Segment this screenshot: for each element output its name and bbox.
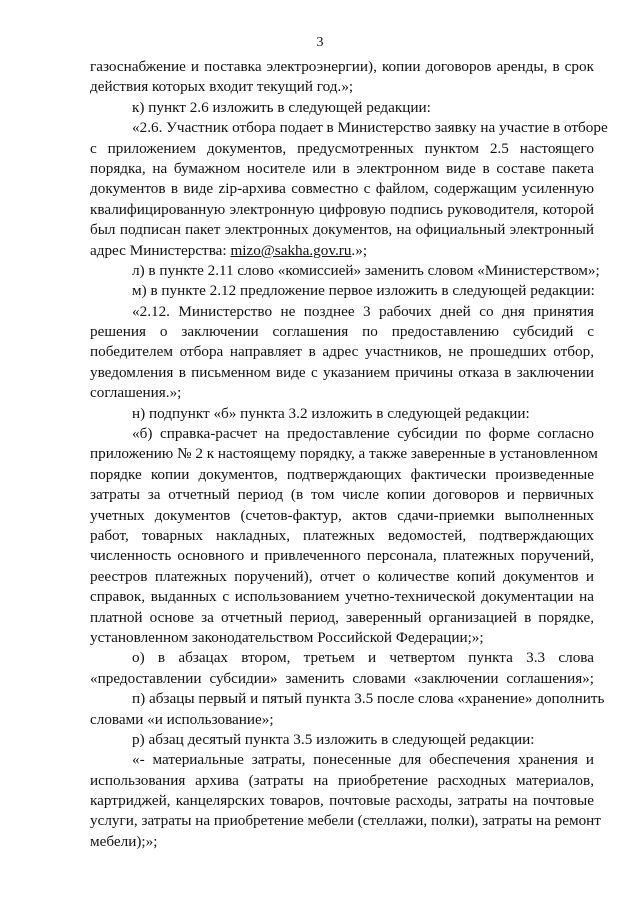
text-line-content: м) в пункте 2.12 предложение первое изложить в следующей редакции:	[132, 282, 595, 300]
text-line	[90, 771, 594, 791]
text-line-content: словами «и использование»;	[90, 710, 274, 728]
text-line	[90, 98, 594, 118]
text-line	[90, 465, 594, 485]
page-number: 3	[316, 35, 324, 50]
text-line-content: р) абзац десятый пункта 3.5 изложить в следующей редакции:	[132, 730, 535, 748]
text-line-content: газоснабжение и поставка электроэнергии), копии договоров аренды, в срок	[90, 58, 594, 75]
text-line	[90, 730, 594, 750]
text-line-content: мебели);»;	[90, 832, 158, 850]
text-line	[90, 220, 594, 240]
text-line-content: о) в абзацах втором, третьем и четвертом пункта 3.3 слова	[132, 649, 594, 667]
text-line	[90, 139, 594, 159]
text-line	[90, 546, 594, 566]
text-line-content: документов в виде zip-архива совместно с файлом, содержащим усиленную	[90, 180, 594, 198]
text-line-content: «б) справка-расчет на предоставление субсидии по форме согласно	[132, 425, 594, 443]
text-line-content: установленном законодательством Российской Федерации;»;	[90, 628, 484, 646]
text-line-content: квалифицированную электронную цифровую подпись руководителя, которой	[90, 200, 594, 218]
text-line	[90, 383, 594, 403]
text-line-content: численность основного и привлеченного персонала, платежных поручений,	[90, 547, 594, 565]
text-line-content: справок, выданных с использованием учетно-технической документации на	[90, 588, 594, 606]
text-line-content: решения о заключении соглашения по предоставлению субсидий с	[90, 323, 594, 341]
text-line-content: реестров платежных поручений), отчет о количестве копий документов и	[90, 567, 594, 585]
text-line-content: порядка, на бумажном носителе или в электронном виде в составе пакета	[90, 159, 594, 177]
text-line	[90, 710, 594, 730]
text-line	[90, 200, 594, 220]
text-line-content: н) подпункт «б» пункта 3.2 изложить в следующей редакции:	[132, 404, 530, 422]
text-line-content: уведомления в письменном виде с указанием причины отказа в заключении	[90, 363, 594, 381]
text-line	[90, 832, 594, 852]
text-line-content: «- материальные затраты, понесенные для обеспечения хранения и	[132, 751, 594, 769]
text-line-content: был подписан пакет электронных документов, на официальный электронный	[90, 221, 594, 239]
text-line-content: л) в пункте 2.11 слово «комиссией» заменить словом «Министерством»;	[132, 261, 600, 279]
text-line	[90, 628, 594, 648]
text-line	[90, 526, 594, 546]
text-line	[90, 424, 594, 444]
text-line	[90, 506, 594, 526]
text-line	[90, 689, 605, 709]
document-body	[90, 57, 608, 852]
text-line	[90, 750, 594, 770]
text-line	[90, 159, 594, 179]
text-line	[90, 261, 600, 281]
text-line-content: «предоставлении субсидии» заменить словами «заключении соглашения»;	[90, 669, 594, 687]
text-line	[90, 811, 601, 831]
text-line	[90, 404, 594, 424]
text-line-suffix: .»;	[351, 241, 368, 259]
text-line-content: победителем отбора направляет в адрес участников, не прошедших отбор,	[90, 343, 594, 361]
text-line	[90, 281, 594, 301]
text-line-content: услуги, затраты на приобретение мебели (стеллажи, полки), затраты на ремонт	[90, 812, 601, 830]
text-line-content: работ, товарных накладных, платежных ведомостей, подтверждающих	[90, 526, 594, 544]
text-line	[90, 791, 594, 811]
text-line-content: «2.6. Участник отбора подает в Министерство заявку на участие в отборе	[132, 119, 608, 137]
text-line-content: действия которых входит текущий год.»;	[90, 78, 354, 96]
text-line-content: порядке копии документов, подтверждающих фактически произведенные	[90, 465, 594, 483]
text-line-content: затраты за отчетный период (в том числе копии договоров и первичных	[90, 486, 594, 504]
text-line-content: использования архива (затраты на приобретение расходных материалов,	[90, 771, 594, 789]
text-line-content: платной основе за отчетный период, заверенный организацией в порядке,	[90, 608, 594, 626]
text-line	[90, 342, 594, 362]
text-line-content: учетных документов (счетов-фактур, актов сдачи-приемки выполненных	[90, 506, 594, 524]
text-line	[90, 241, 594, 261]
text-line	[90, 322, 594, 342]
text-line-content: к) пункт 2.6 изложить в следующей редакции:	[132, 98, 431, 116]
text-line	[90, 648, 594, 668]
text-line-content: адрес Министерства:	[90, 241, 231, 259]
text-line	[90, 118, 608, 138]
text-line	[90, 444, 598, 464]
text-line	[90, 57, 594, 77]
text-line	[90, 608, 594, 628]
text-line	[90, 485, 594, 505]
text-line-content: с приложением документов, предусмотренных пунктом 2.5 настоящего	[90, 139, 594, 157]
text-line-content: соглашения.»;	[90, 384, 182, 402]
text-line-content: «2.12. Министерство не позднее 3 рабочих дней со дня принятия	[132, 302, 594, 320]
text-line-content: приложению № 2 к настоящему порядку, а также заверенные в установленном	[90, 445, 598, 463]
text-line-content: п) абзацы первый и пятый пункта 3.5 после слова «хранение» дополнить	[132, 690, 605, 708]
text-line-content: картриджей, канцелярских товаров, почтовые расходы, затраты на почтовые	[90, 792, 594, 810]
text-line	[90, 669, 594, 689]
text-line	[90, 179, 594, 199]
text-line	[90, 567, 594, 587]
text-line	[90, 77, 594, 97]
text-line	[90, 302, 594, 322]
text-line	[90, 363, 594, 383]
text-line	[90, 587, 594, 607]
email-link[interactable]: mizo@sakha.gov.ru	[230, 241, 352, 259]
